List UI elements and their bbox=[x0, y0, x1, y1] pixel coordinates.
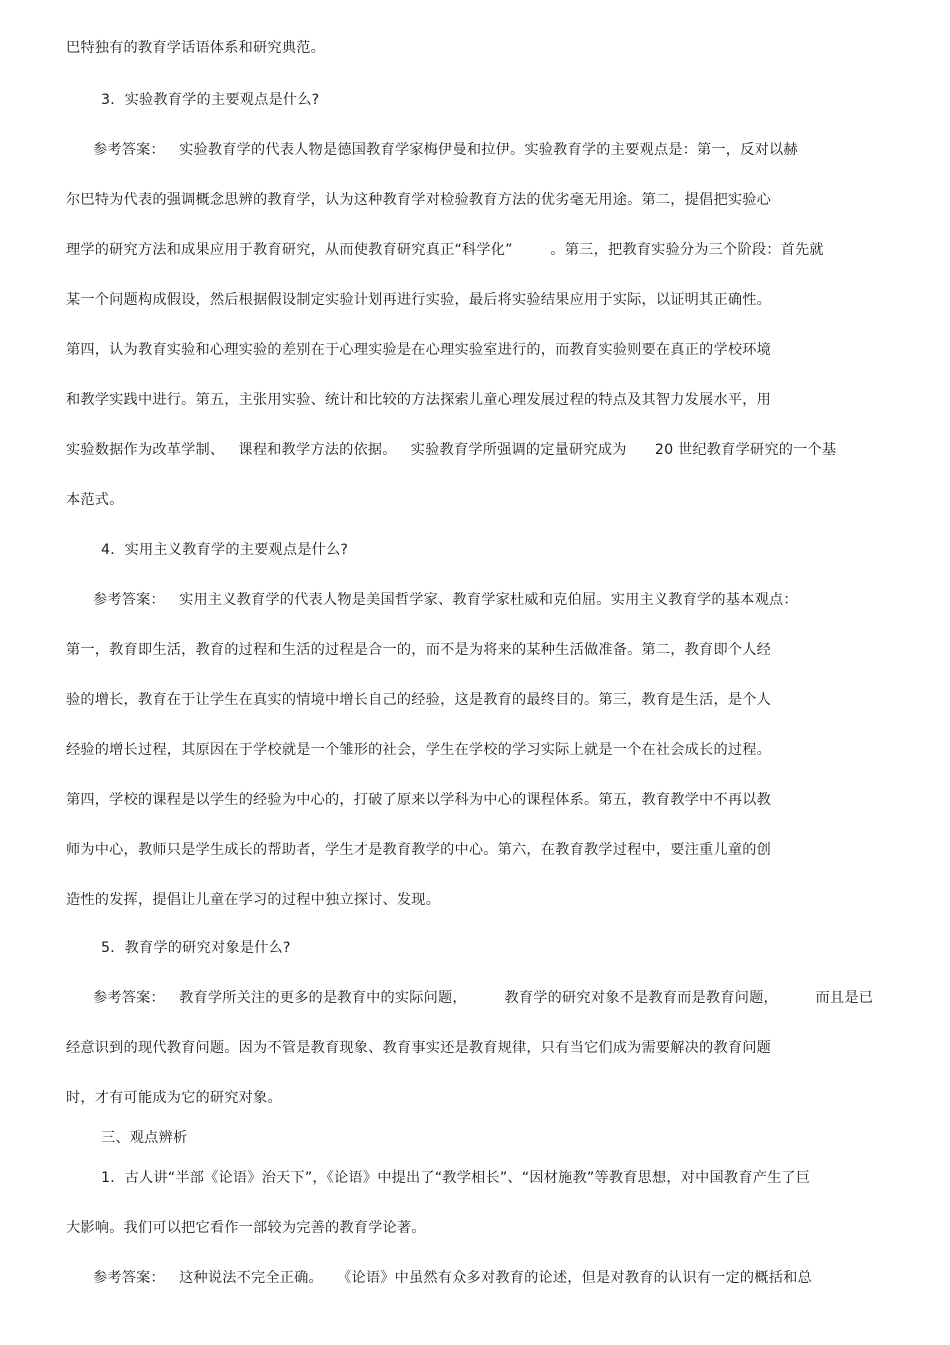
text-line: 时，才有可能成为它的研究对象。 bbox=[66, 1090, 282, 1106]
text-line: 大影响。我们可以把它看作一部较为完善的教育学论著。 bbox=[66, 1220, 426, 1236]
text-line: 某一个问题构成假设，然后根据假设制定实验计划再进行实验，最后将实验结果应用于实际，以证明其正确性。 bbox=[66, 292, 771, 308]
question-heading: 3．实验教育学的主要观点是什么? bbox=[101, 92, 320, 108]
text-line: 理学的研究方法和成果应用于教育研究，从而使教育研究真正“科学化” 。第三，把教育实验分为三个阶段：首先就 bbox=[66, 242, 824, 258]
text-line: 经意识到的现代教育问题。因为不管是教育现象、教育事实还是教育规律，只有当它们成为需要解决的教育问题 bbox=[66, 1040, 771, 1056]
answer-line: 参考答案： 教育学所关注的更多的是教育中的实际问题， 教育学的研究对象不是教育而是教育问题， 而且是已 bbox=[93, 990, 874, 1006]
text-line: 巴特独有的教育学话语体系和研究典范。 bbox=[66, 40, 325, 56]
text-line: 第四，认为教育实验和心理实验的差别在于心理实验是在心理实验室进行的，而教育实验则要在真正的学校环境 bbox=[66, 342, 771, 358]
text-line: 本范式。 bbox=[66, 492, 124, 508]
text-line: 尔巴特为代表的强调概念思辨的教育学，认为这种教育学对检验教育方法的优劣毫无用途。第二，提倡把实验心 bbox=[66, 192, 771, 208]
text-line: 实验数据作为改革学制、 课程和教学方法的依据。 实验教育学所强调的定量研究成为 20 世纪教育学研究的一个基 bbox=[66, 442, 837, 458]
question-heading: 1．古人讲“半部《论语》治天下”，《论语》中提出了“教学相长”、“因材施教”等教育思想，对中国教育产生了巨 bbox=[101, 1170, 811, 1186]
question-heading: 5．教育学的研究对象是什么? bbox=[101, 940, 291, 956]
text-line: 验的增长，教育在于让学生在真实的情境中增长自己的经验，这是教育的最终目的。第三，教育是生活，是个人 bbox=[66, 692, 771, 708]
answer-line: 参考答案： 这种说法不完全正确。 《论语》中虽然有众多对教育的论述，但是对教育的认识有一定的概括和总 bbox=[93, 1270, 812, 1286]
text-line: 和教学实践中进行。第五，主张用实验、统计和比较的方法探索儿童心理发展过程的特点及其智力发展水平，用 bbox=[66, 392, 771, 408]
answer-line: 参考答案： 实验教育学的代表人物是德国教育学家梅伊曼和拉伊。实验教育学的主要观点是：第一，反对以赫 bbox=[93, 142, 798, 158]
text-line: 造性的发挥，提倡让儿童在学习的过程中独立探讨、发现。 bbox=[66, 892, 441, 908]
question-heading: 4．实用主义教育学的主要观点是什么? bbox=[101, 542, 349, 558]
text-line: 师为中心，教师只是学生成长的帮助者，学生才是教育教学的中心。第六，在教育教学过程中，要注重儿童的创 bbox=[66, 842, 771, 858]
answer-line: 参考答案： 实用主义教育学的代表人物是美国哲学家、教育学家杜威和克伯屈。实用主义教育学的基本观点： bbox=[93, 592, 798, 608]
section-heading: 三、观点辨析 bbox=[101, 1130, 188, 1146]
text-line: 第一，教育即生活，教育的过程和生活的过程是合一的，而不是为将来的某种生活做准备。第二，教育即个人经 bbox=[66, 642, 771, 658]
text-line: 第四，学校的课程是以学生的经验为中心的，打破了原来以学科为中心的课程体系。第五，教育教学中不再以教 bbox=[66, 792, 771, 808]
text-line: 经验的增长过程，其原因在于学校就是一个雏形的社会，学生在学校的学习实际上就是一个在社会成长的过程。 bbox=[66, 742, 771, 758]
